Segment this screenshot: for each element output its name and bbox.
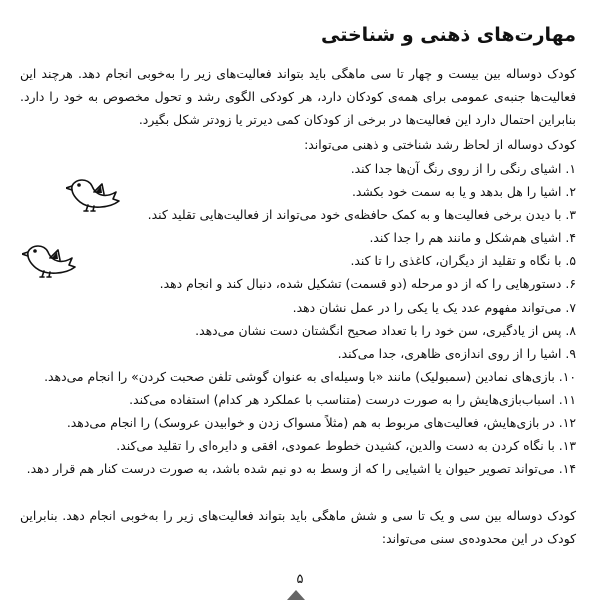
list-item: ۱۴. می‌تواند تصویر حیوان یا اشیایی را که از وسط به دو نیم شده باشد، به صورت درست کنار هم قرار دهد. — [26, 461, 576, 477]
list-item: ۷. می‌تواند مفهوم عدد یک یا یکی را در عمل نشان دهد. — [292, 299, 576, 315]
list-item: ۱۲. در بازی‌هایش، فعالیت‌های مربوط به هم (مثلاً مسواک زدن و خوابیدن عروسک) را انجام می‌دهد. — [66, 415, 576, 431]
list-intro: کودک دوساله از لحاظ رشد شناختی و ذهنی می‌تواند: — [304, 137, 576, 152]
bird-icon — [22, 238, 80, 278]
list-item: ۱۳. با نگاه کردن به دست والدین، کشیدن خطوط عمودی، افقی و دایره‌ای را تقلید می‌کند. — [116, 438, 576, 454]
list-item: ۴. اشیای هم‌شکل و مانند هم را جدا کند. — [369, 230, 576, 246]
list-item: ۱۰. بازی‌های نمادین (سمبولیک) مانند «با وسیله‌ای به عنوان گوشی تلفن صحبت کردن» را انجام می‌دهد. — [44, 368, 576, 384]
list-item: ۱. اشیای رنگی را از روی رنگ آن‌ها جدا کند. — [350, 161, 576, 176]
list-item: ۸. پس از یادگیری، سن خود را با تعداد صحیح انگشتان دست نشان می‌دهد. — [195, 322, 576, 338]
intro-paragraph: کودک دوساله بین بیست و چهار تا سی ماهگی باید بتواند فعالیت‌های زیر را به‌خوبی انجام دهد. هرچند این فعالیت‌ها جنبه‌ی عمومی برای همه‌ی کودکان دارد، هر کودکی الگوی رشد و تحول مخصوص به خود را دارد. بنابراین احتمال دارد این فعالیت‌ها در برخی از کودکان کمی دیرتر یا زودتر شکل بگیرد. — [20, 66, 576, 127]
list-item: ۵. با نگاه و تقلید از دیگران، کاغذی را تا کند. — [350, 253, 576, 269]
triangle-marker-icon — [287, 590, 305, 600]
page-title: مهارت‌های ذهنی و شناختی — [321, 23, 576, 46]
list-item: ۶. دستورهایی را که از دو مرحله (دو قسمت) تشکیل شده، دنبال کند و انجام دهد. — [159, 276, 576, 292]
page-number: ۵ — [296, 572, 304, 587]
list-item: ۹. اشیا را از روی اندازه‌ی ظاهری، جدا می‌کند. — [337, 345, 576, 361]
bird-icon — [66, 172, 124, 212]
list-item: ۲. اشیا را هل بدهد و یا به سمت خود بکشد. — [351, 184, 576, 200]
closing-paragraph: کودک دوساله بین سی و یک تا سی و شش ماهگی باید بتواند فعالیت‌های زیر را به‌خوبی انجام دهد. بنابراین کودک در این محدوده‌ی سنی می‌تواند: — [20, 508, 576, 546]
list-item: ۱۱. اسباب‌بازی‌هایش را به صورت درست (متناسب با عملکرد هر کدام) استفاده می‌کند. — [129, 391, 576, 407]
list-item: ۳. با دیدن برخی فعالیت‌ها و به کمک حافظه‌ی خود می‌تواند از فعالیت‌هایی تقلید کند. — [147, 207, 576, 223]
